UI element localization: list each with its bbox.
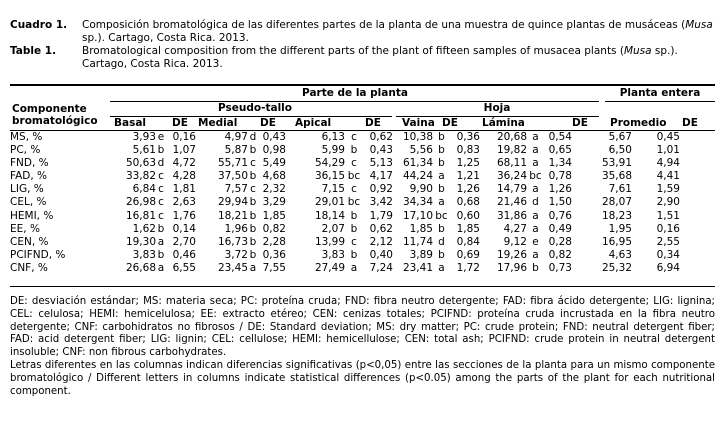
cell-vaina-l: bc <box>435 209 448 222</box>
cell-medial-de: 1,85 <box>262 209 286 222</box>
cell-lamina-de: 0,78 <box>548 170 572 183</box>
caption-es-text: Composición bromatológica de las diferentes partes de la planta de una muestra de quince plantas de musáceas (Musa sp.). Cartago, Costa Rica. 2013. <box>82 19 713 44</box>
cell-medial-de: 3,29 <box>262 196 286 209</box>
cell-prom: 25,32 <box>601 261 632 274</box>
cell-basal: 3,83 <box>132 248 156 261</box>
cell-apical: 7,15 <box>321 183 345 196</box>
cell-lamina-de: 1,26 <box>548 183 572 196</box>
cell-lamina-l: a <box>532 209 539 222</box>
col-basal: Basal <box>114 117 147 129</box>
cell-prom: 1,95 <box>608 222 632 235</box>
cell-basal-de: 4,28 <box>172 170 196 183</box>
cell-basal-l: a <box>157 235 165 248</box>
table-bottom-rule <box>10 286 715 287</box>
cell-prom-de: 0,34 <box>656 248 680 261</box>
cell-name: PC, % <box>10 144 41 157</box>
cell-lamina-de: 0,28 <box>548 235 572 248</box>
cell-vaina: 34,34 <box>402 196 433 209</box>
cell-apical-l: c <box>351 157 357 170</box>
cell-basal-de: 0,16 <box>172 131 196 143</box>
table-row <box>10 131 680 144</box>
cell-vaina-de: 1,26 <box>456 183 480 196</box>
cell-basal-l: c <box>158 183 164 196</box>
cell-name: MS, % <box>10 131 43 143</box>
cell-basal-de: 4,72 <box>172 157 196 170</box>
cell-medial-de: 2,28 <box>262 235 286 248</box>
cell-lamina: 4,27 <box>503 222 527 235</box>
cell-basal-l: c <box>158 196 164 209</box>
cell-vaina: 17,10 <box>402 209 433 222</box>
header-componente: Componente <box>12 103 87 115</box>
cell-basal: 16,81 <box>125 209 156 222</box>
cell-medial: 5,87 <box>224 144 248 157</box>
cell-basal-de: 1,81 <box>172 183 196 196</box>
cell-lamina: 68,11 <box>496 157 527 170</box>
cell-basal-de: 1,76 <box>172 209 196 222</box>
cell-lamina-de: 0,49 <box>548 222 572 235</box>
cell-prom-de: 4,94 <box>656 157 680 170</box>
col-basal-de: DE <box>172 117 188 129</box>
cell-vaina-l: b <box>438 248 445 261</box>
cell-medial: 18,21 <box>217 209 248 222</box>
cell-medial: 7,57 <box>224 183 248 196</box>
table-row <box>10 183 680 196</box>
cell-apical: 6,13 <box>321 131 345 143</box>
cell-vaina-l: b <box>438 183 445 196</box>
cell-basal-l: c <box>158 170 164 183</box>
cell-medial-de: 0,82 <box>262 222 286 235</box>
cell-vaina-de: 0,60 <box>456 209 480 222</box>
cell-apical-l: b <box>350 222 358 235</box>
table-row <box>10 223 680 236</box>
cell-vaina-de: 0,83 <box>456 144 480 157</box>
cell-apical-de: 0,92 <box>369 183 393 196</box>
cell-basal: 50,63 <box>125 157 156 170</box>
cell-vaina: 23,41 <box>402 261 433 274</box>
cell-medial-l: b <box>249 144 257 157</box>
cell-vaina-l: b <box>438 157 445 170</box>
cell-apical: 2,07 <box>321 222 345 235</box>
cell-lamina-de: 0,76 <box>548 209 572 222</box>
cell-medial-l: b <box>249 248 257 261</box>
cell-vaina: 3,89 <box>409 248 433 261</box>
cell-lamina: 31,86 <box>496 209 527 222</box>
cell-lamina: 9,12 <box>503 235 527 248</box>
cell-lamina-l: a <box>532 222 539 235</box>
cell-vaina: 61,34 <box>402 157 433 170</box>
header-bromatologico: bromatológico <box>12 115 98 127</box>
table-row <box>10 249 680 262</box>
cell-prom: 4,63 <box>608 248 632 261</box>
col-medial-de: DE <box>260 117 276 129</box>
cell-apical-l: bc <box>347 170 361 183</box>
cell-lamina: 17,96 <box>496 261 527 274</box>
cell-name: EE, % <box>10 222 40 235</box>
cell-name: PCIFND, % <box>10 248 66 261</box>
cell-apical-l: a <box>350 261 358 274</box>
cell-lamina: 21,46 <box>496 196 527 209</box>
cell-prom-de: 0,45 <box>656 131 680 143</box>
cell-lamina-l: bc <box>529 170 542 183</box>
cell-apical-de: 0,62 <box>369 131 393 143</box>
cell-prom-de: 1,51 <box>656 209 680 222</box>
pseudo-rule <box>110 116 392 117</box>
cell-vaina: 11,74 <box>402 235 433 248</box>
cell-vaina-l: b <box>438 222 445 235</box>
cell-basal: 26,68 <box>125 261 156 274</box>
cell-medial: 1,96 <box>224 222 248 235</box>
cell-medial-l: b <box>249 170 257 183</box>
col-medial: Medial <box>198 117 238 129</box>
cell-prom-de: 0,16 <box>656 222 680 235</box>
cell-lamina-de: 0,73 <box>548 261 572 274</box>
cell-medial-l: c <box>250 183 256 196</box>
cell-prom-de: 2,55 <box>656 235 680 248</box>
cell-lamina-l: e <box>532 235 539 248</box>
cell-basal-de: 0,46 <box>172 248 196 261</box>
cell-basal: 3,93 <box>132 131 156 143</box>
cell-medial-de: 2,32 <box>262 183 286 196</box>
parte-rule <box>110 101 599 102</box>
cell-basal-l: b <box>157 144 165 157</box>
table-row <box>10 236 680 249</box>
cell-apical-de: 0,40 <box>369 248 393 261</box>
cell-apical-l: c <box>351 131 357 143</box>
cell-apical-de: 4,17 <box>369 170 393 183</box>
cell-basal-de: 6,55 <box>172 261 196 274</box>
cell-apical-l: b <box>350 248 358 261</box>
cell-name: FND, % <box>10 157 49 170</box>
cell-basal-de: 2,70 <box>172 235 196 248</box>
letters-note: Letras diferentes en las columnas indican diferencias significativas (p<0,05) entre las secciones de la planta para un mismo componente bromatológico / Different letters in columns indicate statistical differences (p<0.05) among the parts of the plant for each nutritional component. <box>10 359 715 397</box>
cell-basal-l: b <box>157 248 165 261</box>
col-promedio: Promedio <box>610 117 667 129</box>
cell-medial: 3,72 <box>224 248 248 261</box>
col-apical-de: DE <box>365 117 381 129</box>
table-row <box>10 210 680 223</box>
cell-medial-l: b <box>249 222 257 235</box>
cell-apical: 18,14 <box>314 209 345 222</box>
cell-vaina-l: a <box>438 261 445 274</box>
cell-medial: 4,97 <box>224 131 248 143</box>
cell-basal: 19,30 <box>125 235 156 248</box>
cell-apical-l: c <box>351 235 357 248</box>
caption-es-label: Cuadro 1. <box>10 19 68 31</box>
cell-vaina-l: d <box>438 235 445 248</box>
caption-en-text: Bromatological composition from the different parts of the plant of fifteen samples of musacea plants (Musa sp.). Cartago, Costa Rica. 2013. <box>82 45 678 70</box>
cell-basal-de: 1,07 <box>172 144 196 157</box>
cell-prom-de: 1,01 <box>656 144 680 157</box>
cell-lamina: 19,26 <box>496 248 527 261</box>
cell-apical: 36,15 <box>314 170 345 183</box>
cell-basal: 1,62 <box>132 222 156 235</box>
col-apical: Apical <box>295 117 332 129</box>
cell-apical-de: 2,12 <box>369 235 393 248</box>
cell-vaina: 5,56 <box>409 144 433 157</box>
cell-apical: 29,01 <box>314 196 345 209</box>
cell-vaina-de: 1,85 <box>456 222 480 235</box>
cell-vaina-de: 1,72 <box>456 261 480 274</box>
cell-prom: 53,91 <box>601 157 632 170</box>
cell-medial-de: 7,55 <box>262 261 286 274</box>
cell-lamina-l: d <box>532 196 539 209</box>
table-notes <box>10 296 715 398</box>
cell-medial-l: b <box>249 209 257 222</box>
cell-prom: 16,95 <box>601 235 632 248</box>
cell-medial-de: 0,43 <box>262 131 286 143</box>
cell-prom: 6,50 <box>608 144 632 157</box>
cell-lamina-l: b <box>532 261 539 274</box>
col-lamina: Lámina <box>482 117 525 129</box>
cell-medial-de: 4,68 <box>262 170 286 183</box>
cell-lamina: 14,79 <box>496 183 527 196</box>
cell-lamina: 36,24 <box>496 170 527 183</box>
cell-vaina: 9,90 <box>409 183 433 196</box>
cell-prom: 18,23 <box>601 209 632 222</box>
cell-medial-de: 0,36 <box>262 248 286 261</box>
table-row <box>10 262 680 275</box>
col-vaina: Vaina <box>402 117 435 129</box>
cell-lamina-de: 1,34 <box>548 157 572 170</box>
cell-basal: 26,98 <box>125 196 156 209</box>
cell-vaina-l: a <box>438 196 445 209</box>
cell-vaina: 10,38 <box>402 131 433 143</box>
cell-medial: 23,45 <box>217 261 248 274</box>
cell-basal-l: b <box>157 222 165 235</box>
cell-basal-l: e <box>157 131 165 143</box>
cell-name: HEMI, % <box>10 209 54 222</box>
cell-basal-l: d <box>157 157 165 170</box>
composition-table <box>10 131 680 275</box>
cell-apical-de: 3,42 <box>369 196 393 209</box>
cell-lamina: 19,82 <box>496 144 527 157</box>
cell-apical-l: c <box>351 183 357 196</box>
cell-lamina-l: a <box>532 157 539 170</box>
cell-medial-de: 0,98 <box>262 144 286 157</box>
cell-medial: 29,94 <box>217 196 248 209</box>
header-pseudo-tallo: Pseudo-tallo <box>218 102 292 114</box>
cell-apical-l: bc <box>347 196 361 209</box>
cell-vaina-de: 0,36 <box>456 131 480 143</box>
cell-medial-l: b <box>249 235 257 248</box>
caption-en-label: Table 1. <box>10 45 57 57</box>
cell-prom: 35,68 <box>601 170 632 183</box>
planta-rule <box>605 101 715 102</box>
cell-name: LIG, % <box>10 183 44 196</box>
cell-vaina-l: a <box>438 170 445 183</box>
cell-lamina-l: a <box>532 248 539 261</box>
cell-lamina-l: a <box>532 144 539 157</box>
header-parte: Parte de la planta <box>302 87 408 99</box>
cell-apical-l: b <box>350 209 358 222</box>
table-row <box>10 170 680 183</box>
col-promedio-de: DE <box>682 117 698 129</box>
cell-vaina-de: 1,21 <box>456 170 480 183</box>
table-row <box>10 144 680 157</box>
cell-vaina-de: 0,69 <box>456 248 480 261</box>
cell-medial: 16,73 <box>217 235 248 248</box>
cell-medial-l: d <box>249 131 257 143</box>
cell-basal: 6,84 <box>132 183 156 196</box>
cell-vaina: 44,24 <box>402 170 433 183</box>
cell-lamina-l: a <box>532 131 539 143</box>
cell-vaina-l: b <box>438 144 445 157</box>
cell-apical-de: 1,79 <box>369 209 393 222</box>
cell-prom-de: 1,59 <box>656 183 680 196</box>
cell-apical-de: 7,24 <box>369 261 393 274</box>
cell-apical: 54,29 <box>314 157 345 170</box>
cell-basal-de: 2,63 <box>172 196 196 209</box>
col-vaina-de: DE <box>442 117 458 129</box>
header-planta-entera: Planta entera <box>619 87 701 99</box>
cell-lamina-de: 0,82 <box>548 248 572 261</box>
cell-name: CNF, % <box>10 261 48 274</box>
cell-apical-de: 0,62 <box>369 222 393 235</box>
cell-apical: 27,49 <box>314 261 345 274</box>
cell-lamina-de: 0,65 <box>548 144 572 157</box>
cell-apical: 13,99 <box>314 235 345 248</box>
cell-medial-l: c <box>250 157 256 170</box>
cell-name: FAD, % <box>10 170 47 183</box>
header-hoja: Hoja <box>483 102 511 114</box>
cell-vaina-l: b <box>438 131 445 143</box>
top-rule <box>10 84 715 86</box>
cell-medial: 55,71 <box>217 157 248 170</box>
abbreviations-note: DE: desviación estándar; MS: materia seca; PC: proteína cruda; FND: fibra neutro detergente; FAD: fibra ácido detergente; LIG: lignina; CEL: celulosa; HEMI: hemicelulosa; EE: extracto etéreo; CEN: cenizas totales; PCIFND: proteína cruda incrustada en la fibra neutro detergente; CNF: carbohidratos no fibrosos / DE: Standard deviation; MS: dry matter; PC: crude protein; FND: neutral detergent fiber; FAD: acid detergent fiber; LIG: lignin; CEL: cellulose; HEMI: hemicellulose; CEN: total ash; PCIFND: crude protein in neutral detergent insoluble; CNF: non fibrous carbohydrates. <box>10 296 715 359</box>
cell-name: CEL, % <box>10 196 47 209</box>
cell-basal-l: c <box>158 209 164 222</box>
cell-basal: 5,61 <box>132 144 156 157</box>
cell-apical-l: b <box>350 144 358 157</box>
cell-prom: 5,67 <box>608 131 632 143</box>
cell-basal-de: 0,14 <box>172 222 196 235</box>
cell-lamina-l: a <box>532 183 539 196</box>
col-lamina-de: DE <box>572 117 588 129</box>
cell-prom-de: 6,94 <box>656 261 680 274</box>
cell-lamina-de: 1,50 <box>548 196 572 209</box>
cell-medial-de: 5,49 <box>262 157 286 170</box>
cell-medial-l: b <box>249 196 257 209</box>
cell-lamina: 20,68 <box>496 131 527 143</box>
cell-prom: 7,61 <box>608 183 632 196</box>
cell-name: CEN, % <box>10 235 49 248</box>
cell-apical-de: 0,43 <box>369 144 393 157</box>
cell-vaina-de: 0,84 <box>456 235 480 248</box>
cell-prom-de: 4,41 <box>656 170 680 183</box>
cell-medial: 37,50 <box>217 170 248 183</box>
cell-apical: 5,99 <box>321 144 345 157</box>
cell-apical: 3,83 <box>321 248 345 261</box>
cell-vaina: 1,85 <box>409 222 433 235</box>
cell-vaina-de: 0,68 <box>456 196 480 209</box>
cell-basal-l: a <box>157 261 165 274</box>
cell-prom-de: 2,90 <box>656 196 680 209</box>
cell-basal: 33,82 <box>125 170 156 183</box>
cell-apical-de: 5,13 <box>369 157 393 170</box>
cell-medial-l: a <box>249 261 257 274</box>
cell-prom: 28,07 <box>601 196 632 209</box>
cell-vaina-de: 1,25 <box>456 157 480 170</box>
cell-lamina-de: 0,54 <box>548 131 572 143</box>
table-row <box>10 196 680 209</box>
table-row <box>10 157 680 170</box>
